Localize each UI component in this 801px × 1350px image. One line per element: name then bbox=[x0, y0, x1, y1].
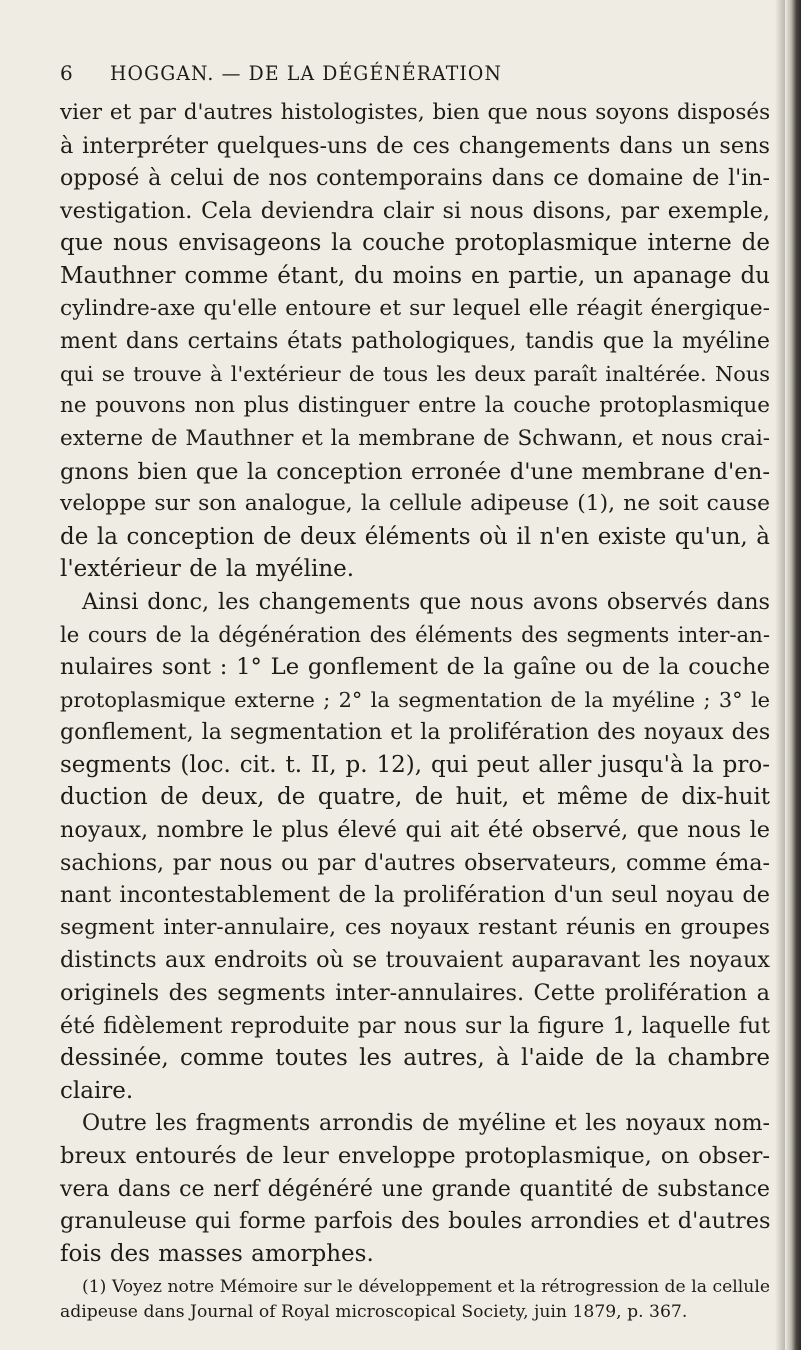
body-text bbox=[60, 97, 770, 1270]
text-line: granuleuse qui forme parfois des boules arrondies et d'autres bbox=[60, 1208, 771, 1235]
page-number: 6 bbox=[60, 61, 74, 85]
text-line: cylindre-axe qu'elle entoure et sur lequel elle réagit énergique- bbox=[60, 295, 770, 321]
text-line: breux entourés de leur enveloppe protoplasmique, on obser- bbox=[60, 1143, 770, 1169]
text-line: fois des masses amorphes. bbox=[60, 1240, 374, 1267]
text-line: segments (loc. cit. t. II, p. 12), qui peut aller jusqu'à la pro- bbox=[60, 751, 770, 778]
text-line: Ainsi donc, les changements que nous avons observés dans bbox=[82, 588, 770, 615]
text-line: qui se trouve à l'extérieur de tous les deux paraît inaltérée. Nous bbox=[60, 361, 770, 386]
text-line: originels des segments inter-annulaires. Cette prolifération a bbox=[60, 980, 770, 1007]
text-line: que nous envisageons la couche protoplasmique interne de bbox=[60, 230, 770, 257]
footnote-line: (1) Voyez notre Mémoire sur le développement et la rétrogression de la cellule bbox=[82, 1277, 770, 1297]
footnote-line: adipeuse dans Journal of Royal microscopical Society, juin 1879, p. 367. bbox=[60, 1302, 688, 1322]
running-title: HOGGAN. — DE LA DÉGÉNÉRATION bbox=[110, 61, 503, 85]
text-line: sachions, par nous ou par d'autres observateurs, comme éma- bbox=[60, 849, 770, 876]
text-line: segment inter-annulaire, ces noyaux restant réunis en groupes bbox=[60, 914, 770, 940]
text-line: opposé à celui de nos contemporains dans ce domaine de l'in- bbox=[60, 165, 770, 192]
text-line: Outre les fragments arrondis de myéline et les noyaux nom- bbox=[82, 1110, 770, 1137]
text-line: été fidèlement reproduite par nous sur la figure 1, laquelle fut bbox=[60, 1012, 770, 1039]
book-binding-edge bbox=[785, 0, 801, 1350]
text-line: de la conception de deux éléments où il n'en existe qu'un, à bbox=[60, 523, 770, 550]
text-line: ment dans certains états pathologiques, tandis que la myéline bbox=[60, 328, 770, 355]
text-line: vestigation. Cela deviendra clair si nous disons, par exemple, bbox=[60, 197, 770, 224]
text-line: noyaux, nombre le plus élevé qui ait été observé, que nous le bbox=[60, 817, 770, 844]
text-line: distincts aux endroits où se trouvaient auparavant les noyaux bbox=[60, 947, 770, 974]
text-line: duction de deux, de quatre, de huit, et même de dix-huit bbox=[60, 784, 770, 811]
text-line: dessinée, comme toutes les autres, à l'aide de la chambre bbox=[60, 1045, 770, 1072]
text-line: à interpréter quelques-uns de ces changements dans un sens bbox=[60, 132, 770, 159]
text-line: veloppe sur son analogue, la cellule adipeuse (1), ne soit cause bbox=[60, 491, 770, 517]
text-line: Mauthner comme étant, du moins en partie, un apanage du bbox=[60, 262, 770, 289]
page-header bbox=[60, 58, 760, 92]
text-line: vera dans ce nerf dégénéré une grande quantité de substance bbox=[60, 1175, 770, 1202]
text-line: nant incontestablement de la prolifération d'un seul noyau de bbox=[60, 882, 770, 909]
text-line: vier et par d'autres histologistes, bien que nous soyons disposés bbox=[60, 100, 771, 125]
text-line: le cours de la dégénération des éléments des segments inter-an- bbox=[60, 621, 770, 647]
text-line: gnons bien que la conception erronée d'une membrane d'en- bbox=[60, 458, 770, 485]
footnote bbox=[60, 1275, 770, 1325]
text-line: gonflement, la segmentation et la prolifération des noyaux des bbox=[60, 719, 771, 746]
text-line: claire. bbox=[60, 1077, 134, 1104]
text-line: protoplasmique externe ; 2° la segmentation de la myéline ; 3° le bbox=[60, 687, 770, 712]
text-line: nulaires sont : 1° Le gonflement de la gaîne ou de la couche bbox=[60, 654, 770, 681]
text-line: l'extérieur de la myéline. bbox=[60, 556, 355, 583]
page-shadow bbox=[775, 0, 785, 1350]
text-line: externe de Mauthner et la membrane de Schwann, et nous crai- bbox=[60, 425, 770, 451]
text-line: ne pouvons non plus distinguer entre la couche protoplasmique bbox=[60, 393, 770, 419]
